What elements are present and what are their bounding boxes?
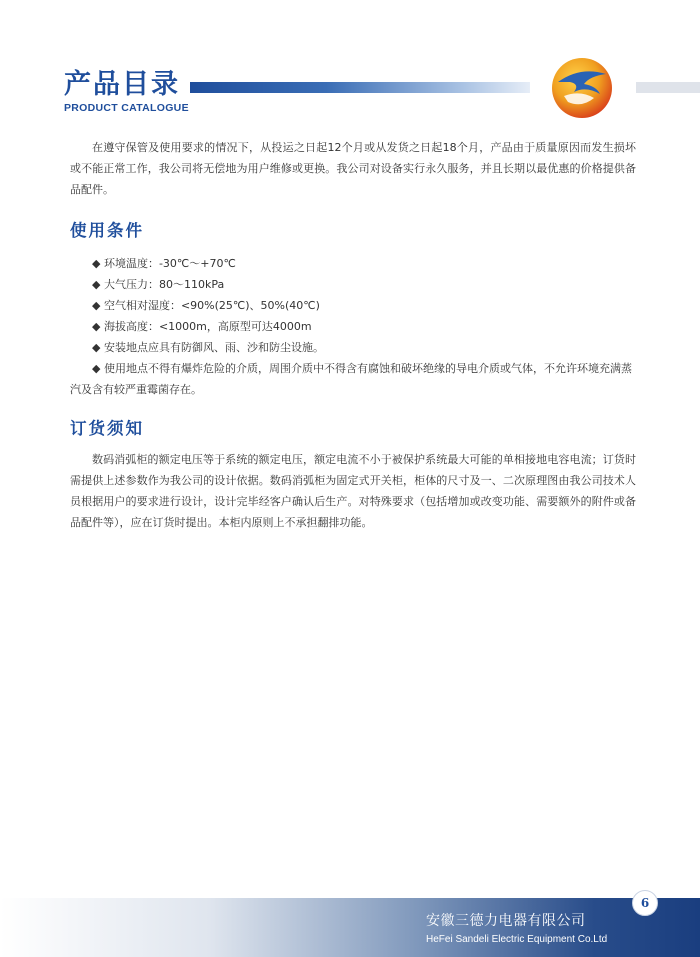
list-item: ◆ 海拔高度：<1000m，高原型可达4000m [92, 320, 312, 333]
header-bar [190, 82, 530, 93]
page-title: 产品目录 [64, 69, 180, 100]
list-item: ◆ 使用地点不得有爆炸危险的介质，周围介质中不得含有腐蚀和破坏绝缘的导电介质或气体，不允许环境充满蒸汽及含有较严重霉菌存在。 [70, 362, 632, 396]
intro-text: 在遵守保管及使用要求的情况下，从投运之日起12个月或从发货之日起18个月，产品由于质量原因而发生损坏或不能正常工作，我公司将无偿地为用户维修或更换。我公司对设备实行永久服务，并且长期以最优惠的价格提供备品配件。 [70, 141, 636, 196]
ordering-heading: 订货须知 [70, 419, 144, 438]
intro-paragraph [70, 137, 636, 200]
page-subtitle: PRODUCT CATALOGUE [64, 102, 189, 114]
list-item: ◆ 大气压力：80～110kPa [92, 278, 225, 291]
list-item: ◆ 空气相对湿度：<90%(25℃)、50%(40℃) [92, 299, 320, 312]
conditions-heading: 使用条件 [70, 221, 144, 240]
ordering-paragraph [70, 449, 636, 533]
footer-company-en: HeFei Sandeli Electric Equipment Co.Ltd [426, 934, 608, 945]
conditions-list [70, 253, 636, 400]
list-item: ◆ 环境温度：-30℃～+70℃ [92, 257, 236, 270]
page-number: 6 [632, 890, 658, 916]
list-item: ◆ 安装地点应具有防御风、雨、沙和防尘设施。 [92, 341, 324, 354]
company-logo-icon [550, 56, 614, 120]
footer-band [0, 898, 700, 957]
ordering-text: 数码消弧柜的额定电压等于系统的额定电压，额定电流不小于被保护系统最大可能的单相接地电容电流；订货时需提供上述参数作为我公司的设计依据。数码消弧柜为固定式开关柜，柜体的尺寸及一、二次原理图由我公司技术人员根据用户的要求进行设计，设计完毕经客户确认后生产。对特殊要求（包括增加或改变功能、需要额外的附件或备品配件等），应在订货时提出。本柜内原则上不承担翻排功能。 [70, 453, 636, 529]
header-bar-right [636, 82, 700, 93]
footer-company-cn: 安徽三德力电器有限公司 [426, 913, 586, 929]
